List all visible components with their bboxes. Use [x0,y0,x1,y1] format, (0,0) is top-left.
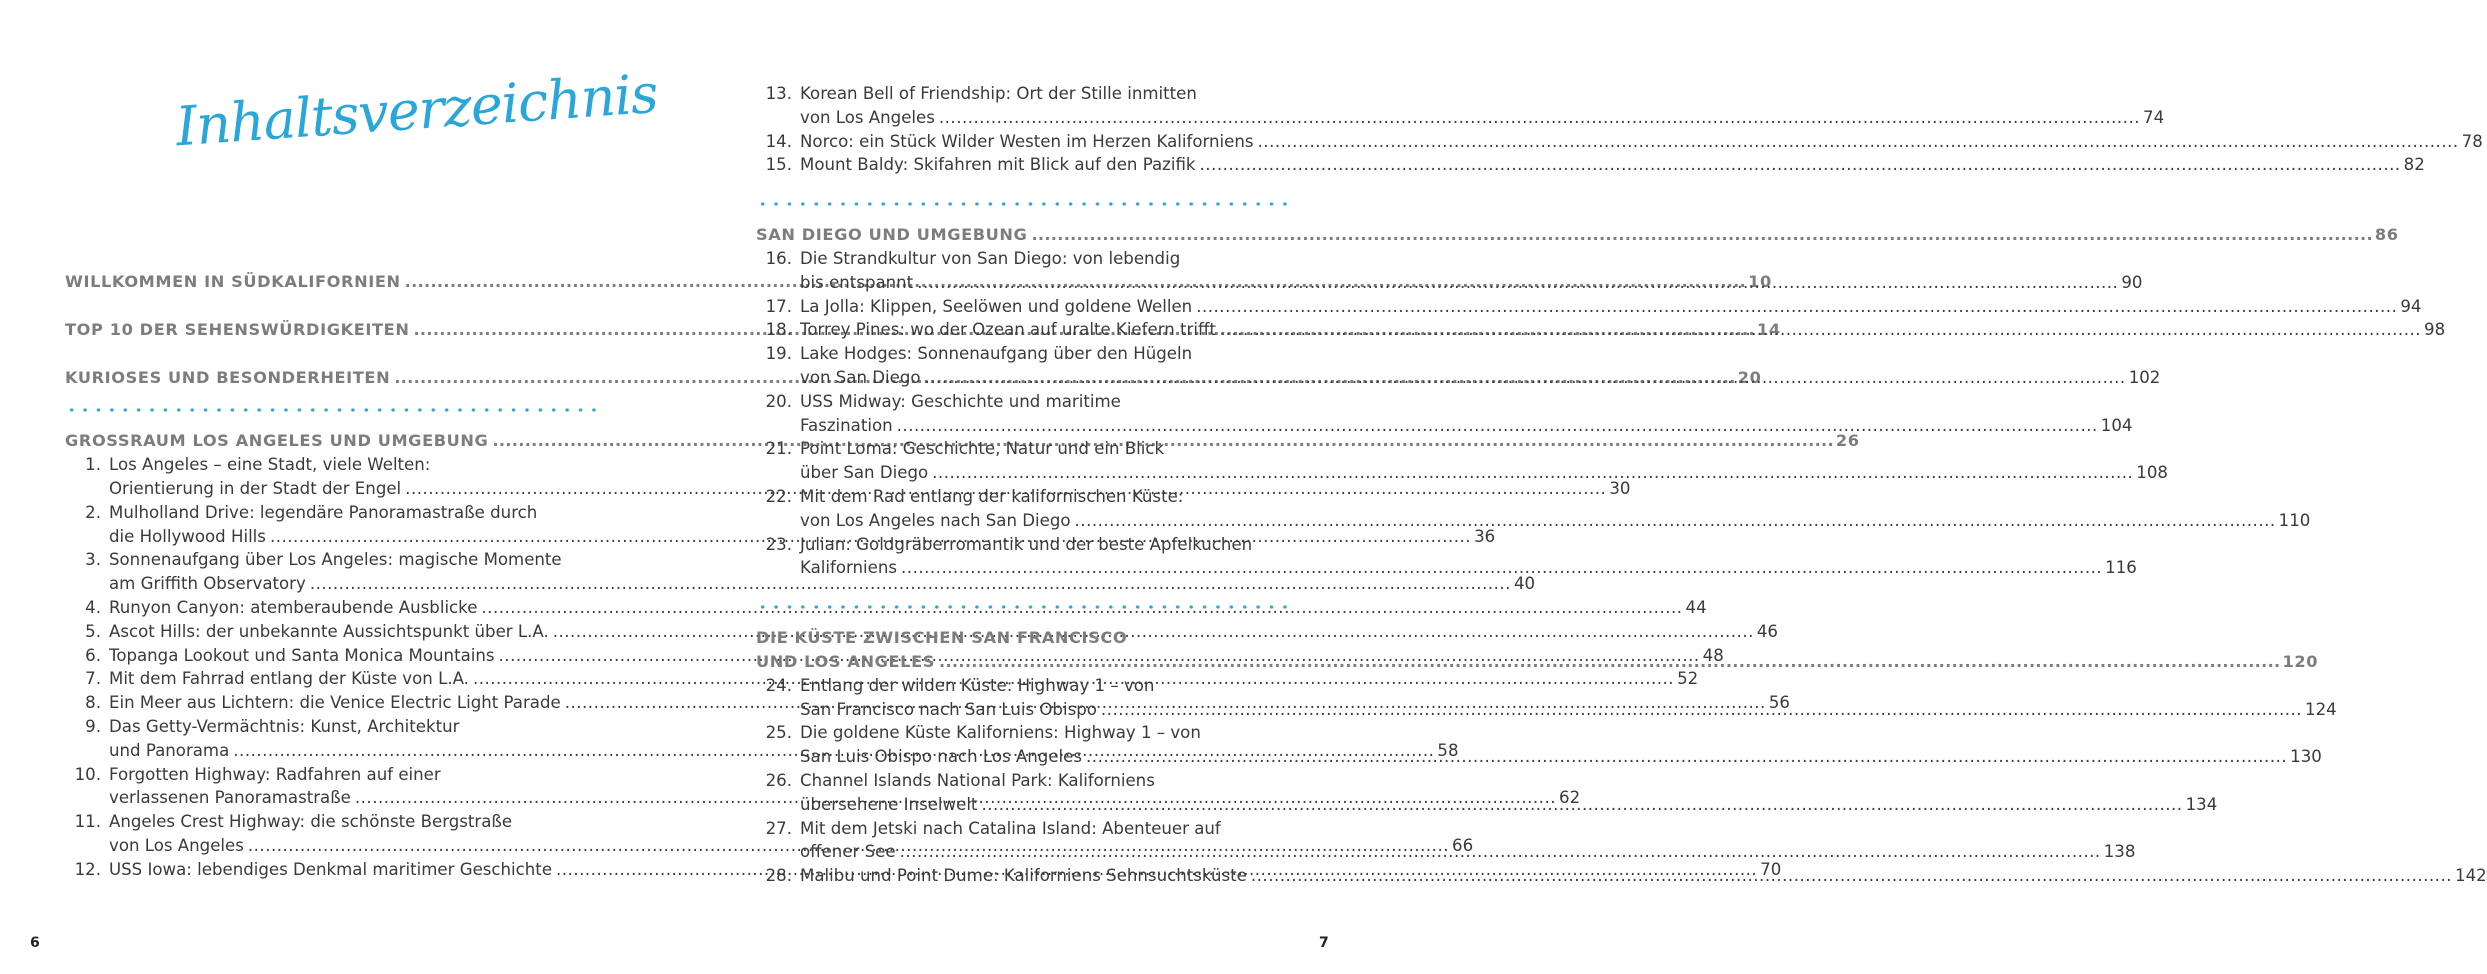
entry-page: 40 [1513,574,1536,594]
entry-title: Torrey Pines: wo der Ozean auf uralte Kiefern trifft [800,320,1216,340]
entry-number: 25. [765,723,792,743]
toc-section-coast[interactable]: UND LOS ANGELES ..... 120 [756,650,1294,674]
entry-page: 36 [1474,526,1496,546]
entry-title: Ein Meer aus Lichtern: die Venice Electric Light Parade [109,693,561,713]
entry-page: 66 [1452,835,1474,855]
entry-title: Die Strandkultur von San Diego: von lebendig [800,248,1181,268]
toc-section-los-angeles[interactable]: GROSSRAUM LOS ANGELES UND UMGEBUNG ..... 26 [65,429,603,453]
section-page: 10 [1748,272,1772,291]
page-title [170,61,660,167]
entry-page: 102 [2128,367,2161,387]
entry-page: 82 [2403,155,2425,175]
toc-entry[interactable] [756,295,2422,319]
toc-section-curiosities[interactable]: KURIOSES UND BESONDERHEITEN ..... 20 [65,366,603,390]
entry-number: 2. [85,502,101,522]
entry-page: 56 [1768,693,1790,713]
entry-page: 138 [2103,842,2136,862]
entry-number: 5. [85,621,101,641]
entry-title: Ascot Hills: der unbekannte Aussichtspunkt über L.A. [109,621,549,641]
entry-title-continued: von Los Angeles [800,107,935,127]
entry-title-continued: über San Diego [800,463,929,483]
title-text: Inhaltsverzeichnis [173,61,660,159]
entry-number: 20. [765,391,792,411]
dotted-divider [65,405,603,415]
entry-title: USS Iowa: lebendiges Denkmal maritimer Geschichte [109,859,553,879]
toc-section-san-diego[interactable]: SAN DIEGO UND UMGEBUNG ..... 86 [756,223,1294,247]
entry-number: 12. [74,859,101,879]
entry-title: Lake Hodges: Sonnenaufgang über den Hügeln [800,344,1193,364]
entry-title-continued: von Los Angeles [109,835,244,855]
entry-page: 98 [2424,320,2446,340]
toc-section-top10[interactable]: TOP 10 DER SEHENSWÜRDIGKEITEN ..... 14 [65,318,603,342]
entry-number: 28. [765,866,792,886]
entry-page: 108 [2136,463,2168,483]
entry-title: Sonnenaufgang über Los Angeles: magische Momente [109,550,562,570]
section-page: 14 [1756,319,1781,339]
entry-number: 9. [85,716,101,736]
entry-title-continued: verlassenen Panoramastraße [109,788,351,808]
entry-title: Korean Bell of Friendship: Ort der Stille inmitten [800,84,1197,103]
entry-number: 1. [85,455,101,475]
entry-title-continued: von San Diego [800,367,921,387]
entry-number: 22. [765,486,792,506]
entry-number: 18. [765,320,792,340]
entry-number: 26. [765,770,792,790]
entry-title: Los Angeles – eine Stadt, viele Welten: [109,455,431,475]
entry-title-continued: bis entspannt [800,272,914,292]
entry-title: Forgotten Highway: Radfahren auf einer [109,764,441,784]
entry-title: Channel Islands National Park: Kaliforniens [800,770,1155,790]
entry-title: Mit dem Fahrrad entlang der Küste von L.A. [109,669,469,689]
entry-title: Runyon Canyon: atemberaubende Ausblicke [109,597,478,617]
entry-number: 23. [765,534,792,554]
entry-page: 52 [1677,669,1699,689]
entry-title: Julian: Goldgräberromantik und der beste Apfelkuchen [800,534,1253,554]
entry-title-continued: San Luis Obispo nach Los Angeles [800,747,1083,767]
entry-number: 14. [765,131,792,151]
entry-number: 24. [765,675,792,695]
entry-page: 62 [1559,788,1581,808]
entry-title: Topanga Lookout und Santa Monica Mountains [109,645,495,665]
section-page: 20 [1737,367,1762,387]
entry-number: 3. [85,550,101,570]
entry-title-continued: offener See [800,842,896,862]
entry-title: Norco: ein Stück Wilder Westen im Herzen Kaliforniens [800,131,1254,151]
entry-number: 15. [765,155,792,175]
entry-page: 110 [2278,510,2311,530]
entry-page: 46 [1756,621,1778,641]
entry-title-continued: San Francisco nach San Luis Obispo [800,699,1097,719]
toc-section-coast-line1[interactable]: DIE KÜSTE ZWISCHEN SAN FRANCISCO [756,628,1128,648]
entry-number: 11. [74,812,101,832]
entry-title: La Jolla: Klippen, Seelöwen und goldene Wellen [800,296,1193,316]
entry-title: Entlang der wilden Küste: Highway 1 – von [800,675,1155,695]
entry-number: 7. [85,669,101,689]
toc-entry[interactable] [756,82,2165,130]
toc-section-welcome[interactable]: WILLKOMMEN IN SÜDKALIFORNIEN ..... 10 [65,270,603,294]
entry-title: Das Getty-Vermächtnis: Kunst, Architektur [109,716,460,736]
dotted-divider [756,199,1294,209]
entry-title-continued: Faszination [800,415,893,435]
entry-title: Die goldene Küste Kaliforniens: Highway 1 – von [800,723,1201,743]
toc-entry[interactable] [756,390,2133,438]
entry-number: 19. [765,344,792,364]
entry-title: Mit dem Jetski nach Catalina Island: Abenteuer auf [800,818,1221,838]
entry-page: 142 [2455,866,2487,886]
entry-title-continued: übersehene Inselwelt [800,794,978,814]
entry-number: 27. [765,818,792,838]
entry-page: 104 [2100,415,2133,435]
entry-page: 74 [2143,107,2165,127]
entry-page: 124 [2305,699,2337,719]
entry-number: 21. [765,439,792,459]
entry-title: USS Midway: Geschichte und maritime [800,391,1121,411]
entry-number: 4. [85,597,101,617]
toc-entry[interactable] [65,596,1707,620]
continued-entry-list [756,82,2483,177]
entry-number: 16. [765,248,792,268]
page-number: 7 [1319,935,1329,951]
entry-number: 8. [85,693,101,713]
entry-page: 90 [2121,272,2143,292]
entry-page: 44 [1685,597,1707,617]
section-page: 86 [2374,225,2399,245]
section-page: 26 [1835,431,1860,451]
entry-number: 10. [74,764,101,784]
entry-title-continued: Orientierung in der Stadt der Engel [109,478,402,498]
entry-page: 48 [1702,645,1724,665]
entry-title: Mit dem Rad entlang der kalifornischen Küste: [800,486,1184,506]
entry-number: 6. [85,645,101,665]
entry-number: 13. [765,84,792,103]
entry-title: Mount Baldy: Skifahren mit Blick auf den Pazifik [800,155,1196,175]
toc-entry[interactable] [756,153,2425,177]
entry-title-continued: von Los Angeles nach San Diego [800,510,1071,530]
entry-page: 58 [1437,740,1459,760]
entry-page: 130 [2290,747,2322,767]
entry-page: 30 [1609,478,1631,498]
section-page: 120 [2282,651,2319,671]
entry-title: Mulholland Drive: legendäre Panoramastraße durch [109,502,538,522]
page-number: 6 [30,935,40,951]
entry-page: 94 [2400,296,2422,316]
entry-title-continued: am Griffith Observatory [109,574,306,594]
entry-page: 134 [2185,794,2218,814]
toc-entry[interactable] [756,130,2483,154]
entry-page: 78 [2461,131,2483,151]
entry-title: Angeles Crest Highway: die schönste Bergstraße [109,812,513,832]
entry-title-continued: die Hollywood Hills [109,526,266,546]
entry-number: 17. [765,296,792,316]
dotted-divider [756,602,1294,612]
entry-title: Point Loma: Geschichte, Natur und ein Blick [800,439,1165,459]
entry-page: 116 [2105,558,2137,578]
entry-title-continued: und Panorama [109,740,230,760]
entry-title: Malibu und Point Dume: Kaliforniens Sehnsuchtsküste [800,866,1247,886]
entry-page: 70 [1760,859,1782,879]
entry-title-continued: Kaliforniens [800,558,898,578]
